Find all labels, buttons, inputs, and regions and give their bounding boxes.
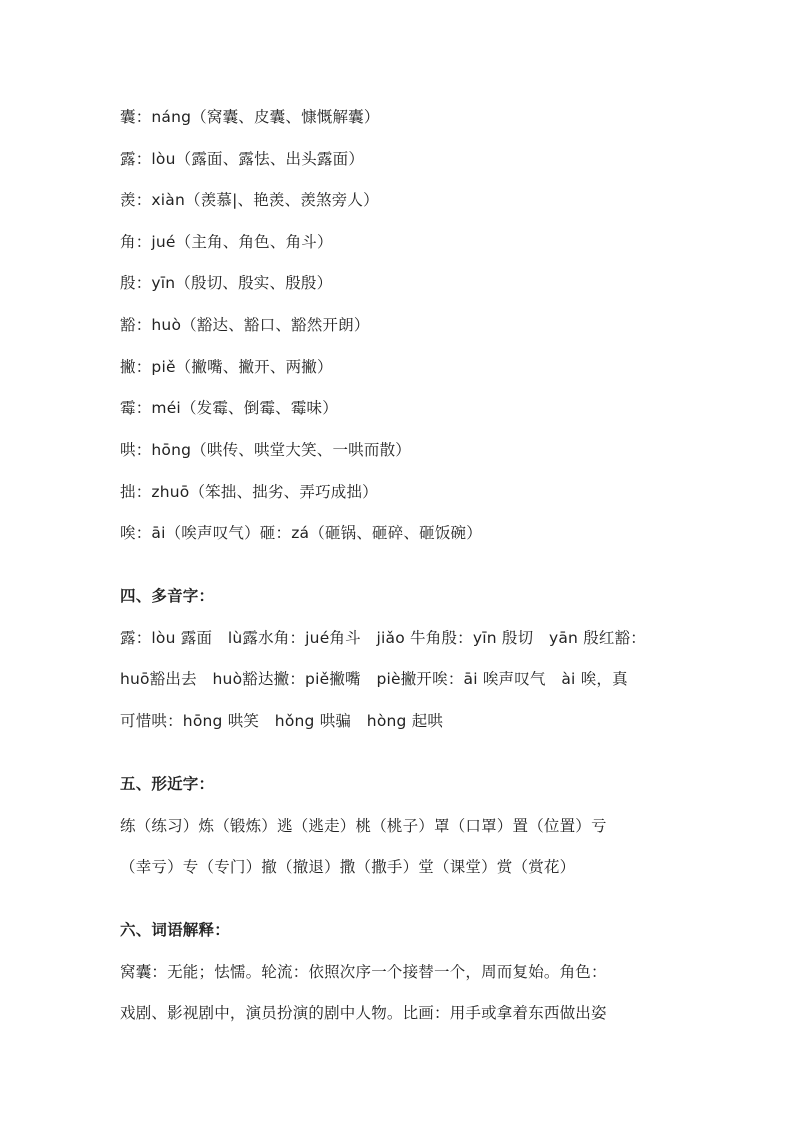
vocab-line: 唉：āi（唉声叹气）砸：zá（砸锅、砸碎、砸饭碗） <box>120 524 482 542</box>
vocab-line: 撇：piě（撇嘴、撇开、两撇） <box>120 358 333 376</box>
definitions-line: 戏剧、影视剧中，演员扮演的剧中人物。比画：用手或拿着东西做出姿 <box>120 1004 607 1022</box>
polyphone-line: huō豁出去 huò豁达撇：piě撇嘴 piè撇开唉：āi 唉声叹气 ài 唉，真 <box>120 670 628 688</box>
section-heading-definitions: 六、词语解释： <box>120 921 230 939</box>
polyphone-line: 露：lòu 露面 lù露水角：jué角斗 jiǎo 牛角殷：yīn 殷切 yān 殷红豁： <box>120 629 647 647</box>
vocab-line: 角：jué（主角、角色、角斗） <box>120 233 333 251</box>
section-heading-polyphones: 四、多音字： <box>120 587 215 605</box>
vocab-line: 羡：xiàn（羡慕|、艳羡、羡煞旁人） <box>120 191 379 209</box>
polyphone-line: 可惜哄：hōng 哄笑 hǒng 哄骗 hòng 起哄 <box>120 712 444 730</box>
vocab-line: 囊：náng（窝囊、皮囊、慷慨解囊） <box>120 108 380 126</box>
vocab-line: 露：lòu（露面、露怯、出头露面） <box>120 150 365 168</box>
vocab-line: 哄：hōng（哄传、哄堂大笑、一哄而散） <box>120 441 411 459</box>
vocab-line: 殷：yīn（殷切、殷实、殷殷） <box>120 274 333 292</box>
similar-chars-line: 练（练习）炼（锻炼）逃（逃走）桃（桃子）罩（口罩）置（位置）亏 <box>120 817 607 835</box>
definitions-line: 窝囊：无能；怯懦。轮流：依照次序一个接替一个，周而复始。角色： <box>120 963 607 981</box>
similar-chars-line: （幸亏）专（专门）撤（撤退）撒（撒手）堂（课堂）赏（赏花） <box>120 858 576 876</box>
vocab-line: 豁：huò（豁达、豁口、豁然开朗） <box>120 316 370 334</box>
vocab-line: 拙：zhuō（笨拙、拙劣、弄巧成拙） <box>120 483 378 501</box>
section-heading-similar-chars: 五、形近字： <box>120 775 215 793</box>
vocab-line: 霉：méi（发霉、倒霉、霉味） <box>120 399 338 417</box>
